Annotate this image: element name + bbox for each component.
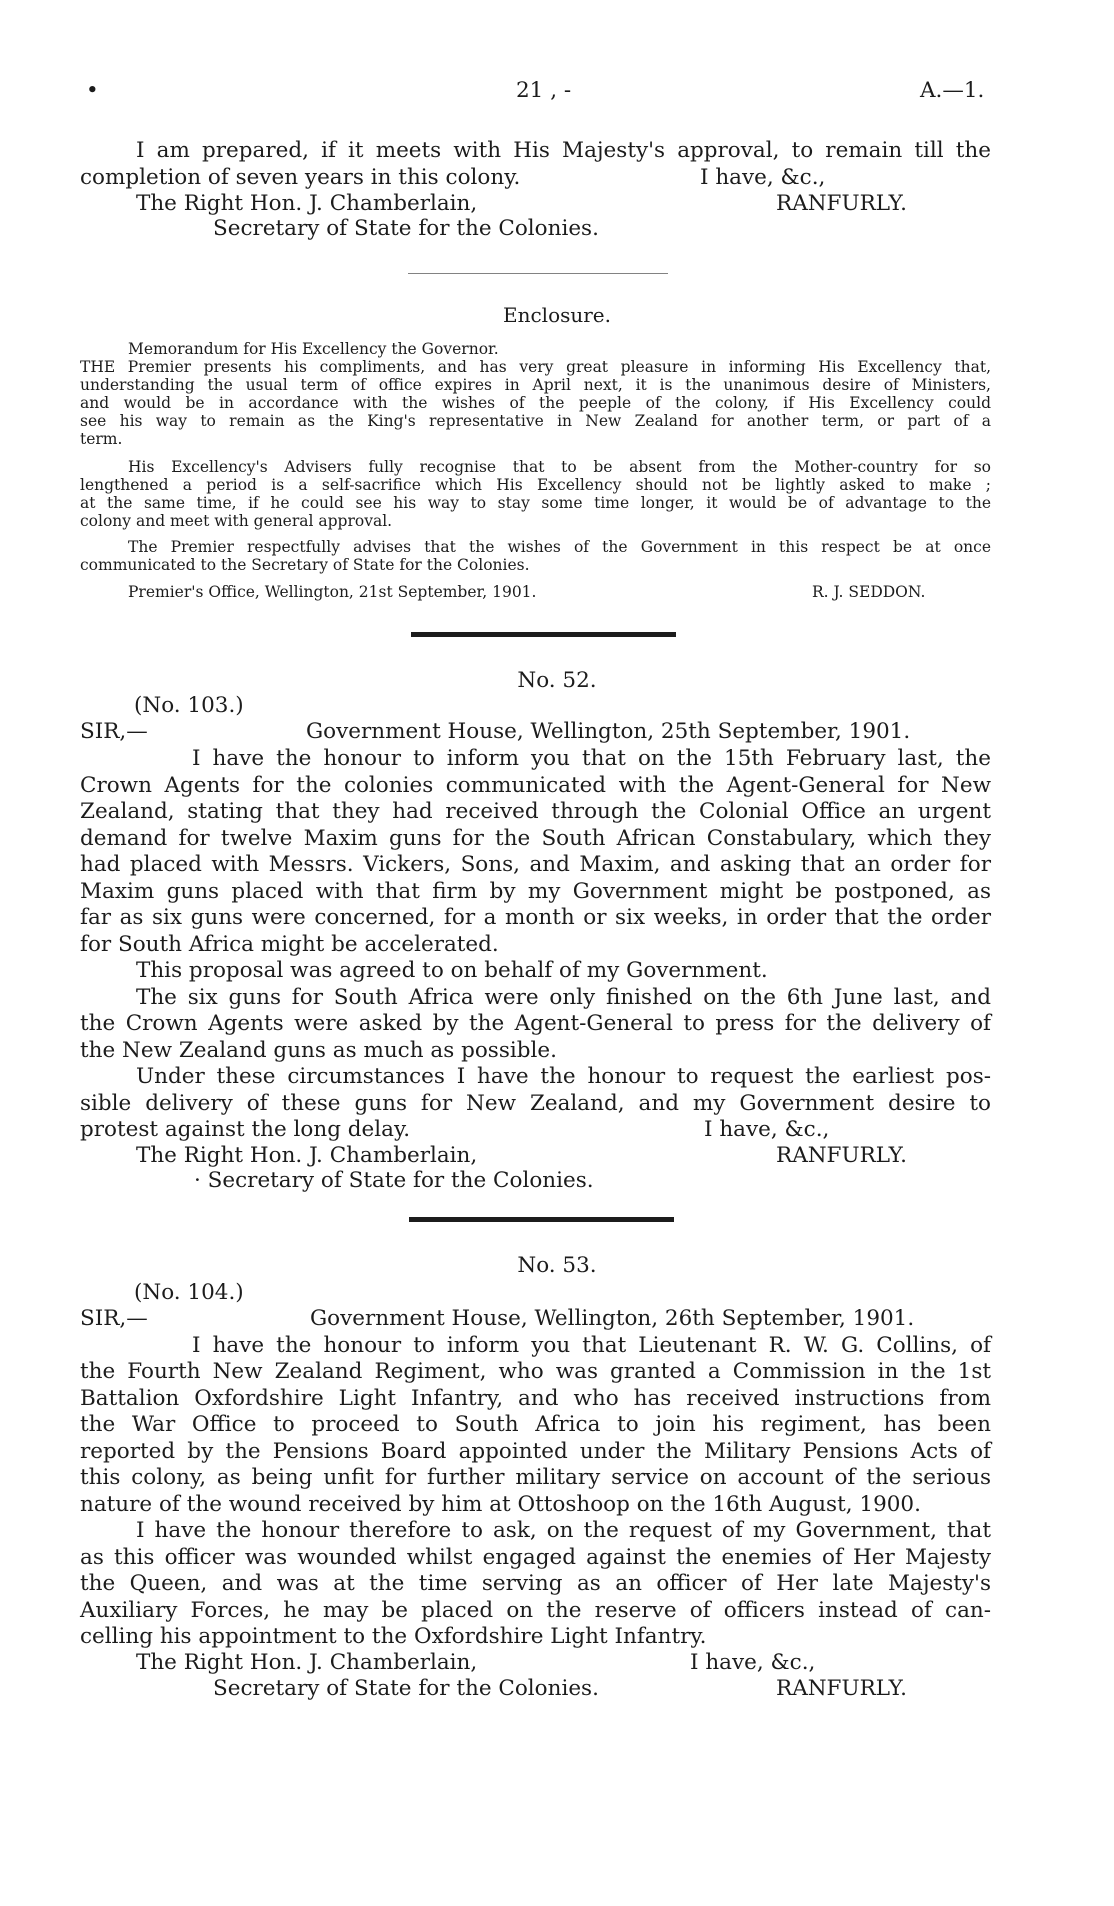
- memo-p1-line-2: understanding the usual term of office expires in April next, it is the unanimous desire of Ministers,: [80, 376, 991, 394]
- no52-place-date: Government House, Wellington, 25th September, 1901.: [306, 719, 911, 744]
- separator-thick-1: [411, 632, 676, 637]
- no53-heading: No. 53.: [517, 1253, 597, 1278]
- no52-signature: RANFURLY.: [776, 1143, 907, 1168]
- no53-p1-line-5: reported by the Pensions Board appointed under the Military Pensions Acts of: [80, 1439, 991, 1464]
- no53-p1-line-3: Battalion Oxfordshire Light Infantry, and who has received instructions from: [80, 1386, 991, 1411]
- no53-p1-line-6: this colony, as being unfit for further military service on account of the serious: [80, 1465, 991, 1490]
- signature-1: RANFURLY.: [776, 191, 907, 216]
- no52-p1-line-6: Maxim guns placed with that firm by my Government might be postponed, as: [80, 879, 991, 904]
- memo-p2-line-2: lengthened a period is a self-sacrifice which His Excellency should not be lightly asked to make ;: [80, 476, 991, 494]
- no53-addressee: The Right Hon. J. Chamberlain,: [136, 1650, 478, 1675]
- page-number: 21 , -: [516, 78, 572, 103]
- no52-p3-line-3: the New Zealand guns as much as possible.: [80, 1038, 557, 1063]
- memo-p1-line-5: term.: [80, 430, 123, 448]
- intro-line-2: completion of seven years in this colony.: [80, 165, 521, 190]
- separator-thin: [408, 273, 668, 274]
- no52-p4-line-2: sible delivery of these guns for New Zealand, and my Government desire to: [80, 1091, 991, 1116]
- memo-signature: R. J. SEDDON.: [812, 583, 926, 601]
- no53-p2-line-1: I have the honour therefore to ask, on the request of my Government, that: [136, 1518, 991, 1543]
- memo-p3-line-1: The Premier respectfully advises that the wishes of the Government in this respect be at once: [128, 538, 991, 556]
- memo-p1-line-4: see his way to remain as the King's representative in New Zealand for another term, or part of a: [80, 412, 991, 430]
- memo-p1-line-1: THE Premier presents his compliments, and has very great pleasure in informing His Excellency that,: [80, 358, 991, 376]
- separator-thick-2: [409, 1217, 674, 1222]
- no52-heading: No. 52.: [517, 668, 597, 693]
- no52-p1-line-8: for South Africa might be accelerated.: [80, 932, 499, 957]
- no52-p4-line-3: protest against the long delay.: [80, 1117, 411, 1142]
- no53-p2-line-3: the Queen, and was at the time serving as an officer of Her late Majesty's: [80, 1571, 991, 1596]
- no52-p1-line-3: Zealand, stating that they had received through the Colonial Office an urgent: [80, 799, 991, 824]
- no52-ref: (No. 103.): [134, 693, 244, 718]
- closing-1: I have, &c.,: [700, 165, 826, 190]
- memo-p2-line-1: His Excellency's Advisers fully recognise that to be absent from the Mother-country for so: [128, 458, 991, 476]
- no52-addressee-title: · Secretary of State for the Colonies.: [194, 1168, 594, 1193]
- no53-p1-line-2: the Fourth New Zealand Regiment, who was granted a Commission in the 1st: [80, 1359, 991, 1384]
- enclosure-heading: Enclosure.: [502, 303, 612, 327]
- no52-p3-line-1: The six guns for South Africa were only finished on the 6th June last, and: [136, 985, 991, 1010]
- intro-line-1: I am prepared, if it meets with His Majesty's approval, to remain till the: [136, 138, 991, 163]
- header-bullet: •: [86, 78, 99, 103]
- addressee-1: The Right Hon. J. Chamberlain,: [136, 191, 478, 216]
- memo-p3-line-2: communicated to the Secretary of State for the Colonies.: [80, 556, 530, 574]
- no52-salutation: SIR,—: [80, 719, 148, 744]
- no52-p1-line-2: Crown Agents for the colonies communicated with the Agent-General for New: [80, 773, 991, 798]
- premier-office-line: Premier's Office, Wellington, 21st September, 1901.: [128, 583, 537, 601]
- no53-p1-line-7: nature of the wound received by him at Ottoshoop on the 16th August, 1900.: [80, 1492, 921, 1517]
- no53-signature: RANFURLY.: [776, 1676, 907, 1701]
- no52-p1-line-1: I have the honour to inform you that on the 15th February last, the: [192, 746, 991, 771]
- no52-closing: I have, &c.,: [704, 1117, 830, 1142]
- no53-salutation: SIR,—: [80, 1306, 148, 1331]
- no53-place-date: Government House, Wellington, 26th September, 1901.: [310, 1306, 915, 1331]
- no52-p1-line-5: had placed with Messrs. Vickers, Sons, and Maxim, and asking that an order for: [80, 852, 991, 877]
- no52-p1-line-7: far as six guns were concerned, for a month or six weeks, in order that the order: [80, 905, 991, 930]
- addressee-title-1: Secretary of State for the Colonies.: [213, 216, 599, 241]
- no53-p1-line-4: the War Office to proceed to South Africa to join his regiment, has been: [80, 1412, 991, 1437]
- no53-p2-line-5: celling his appointment to the Oxfordshire Light Infantry.: [80, 1624, 707, 1649]
- no53-closing: I have, &c.,: [690, 1650, 816, 1675]
- memo-p2-line-3: at the same time, if he could see his way to stay some time longer, it would be of advantage to the: [80, 494, 991, 512]
- no52-p4-line-1: Under these circumstances I have the honour to request the earliest pos-: [136, 1064, 991, 1089]
- no52-addressee: The Right Hon. J. Chamberlain,: [136, 1143, 478, 1168]
- no53-p2-line-2: as this officer was wounded whilst engaged against the enemies of Her Majesty: [80, 1545, 991, 1570]
- no52-p3-line-2: the Crown Agents were asked by the Agent-General to press for the delivery of: [80, 1011, 991, 1036]
- memo-heading: Memorandum for His Excellency the Governor.: [128, 340, 499, 358]
- no53-ref: (No. 104.): [134, 1280, 244, 1305]
- no53-p2-line-4: Auxiliary Forces, he may be placed on the reserve of officers instead of can-: [80, 1598, 991, 1623]
- no52-p2: This proposal was agreed to on behalf of my Government.: [136, 958, 768, 983]
- no53-addressee-title: Secretary of State for the Colonies.: [213, 1676, 599, 1701]
- no53-p1-line-1: I have the honour to inform you that Lieutenant R. W. G. Collins, of: [192, 1333, 991, 1358]
- series-number: A.—1.: [920, 78, 985, 103]
- memo-p1-line-3: and would be in accordance with the wishes of the peeple of the colony, if His Excellency could: [80, 394, 991, 412]
- no52-p1-line-4: demand for twelve Maxim guns for the South African Constabulary, which they: [80, 826, 991, 851]
- memo-p2-line-4: colony and meet with general approval.: [80, 512, 393, 530]
